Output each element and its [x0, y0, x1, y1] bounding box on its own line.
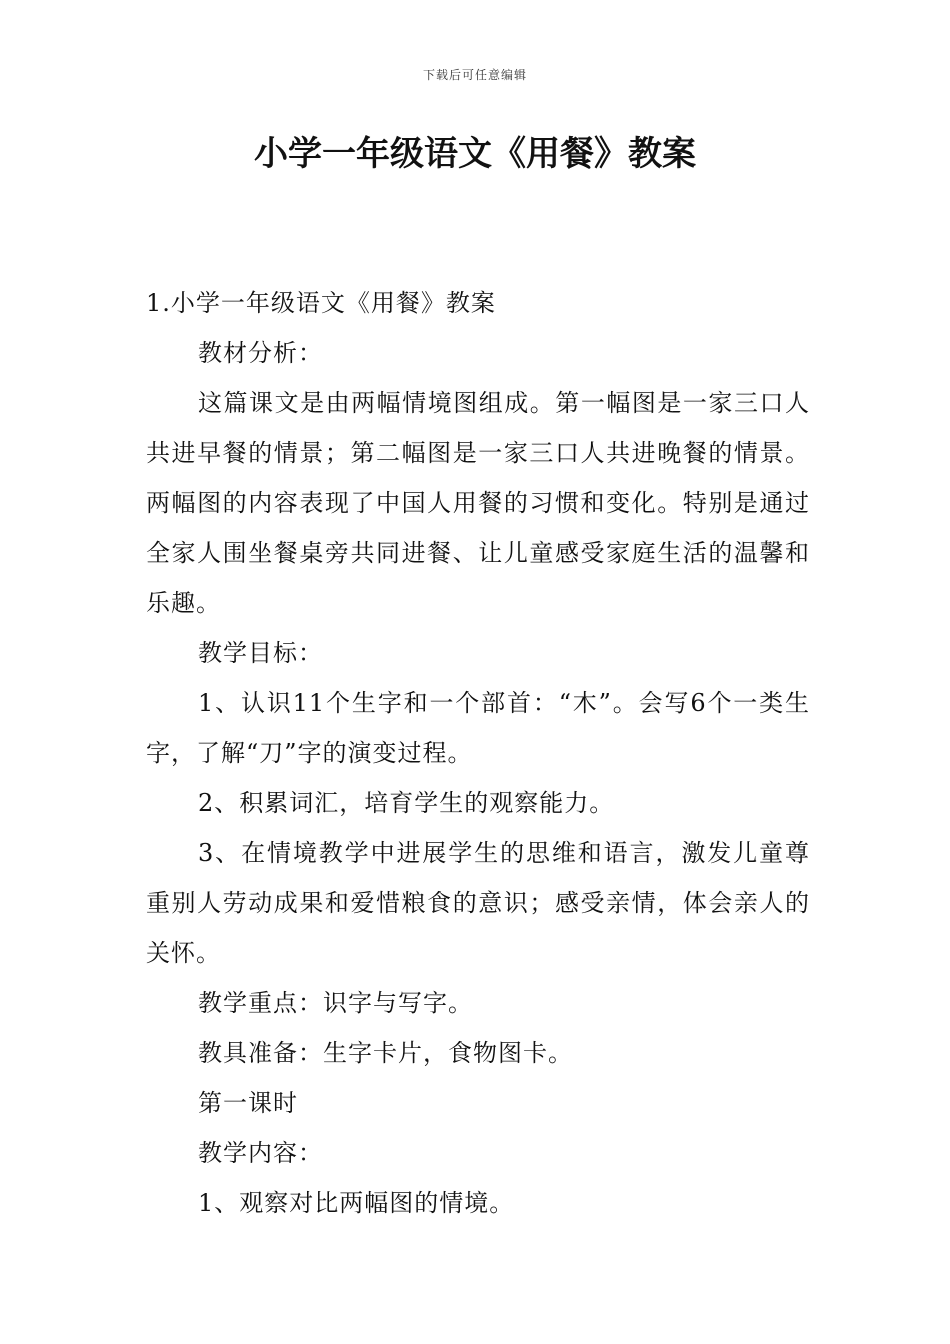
- paragraph-goals-heading: 教学目标：: [198, 639, 323, 667]
- paragraph-content-heading: 教学内容：: [198, 1139, 323, 1167]
- paragraph-materials-body: 这篇课文是由两幅情境图组成。第一幅图是一家三口人共进早餐的情景；第二幅图是一家三口人共进晚餐的情景。两幅图的内容表现了中国人用餐的习惯和变化。特别是通过全家人围坐餐桌旁共同进餐、让儿童感受家庭生活的温馨和乐趣。: [146, 389, 810, 617]
- paragraph-teaching-aids: 教具准备：生字卡片，食物图卡。: [198, 1039, 573, 1067]
- header-note: 下载后可任意编辑: [422, 68, 527, 82]
- document-title: 小学一年级语文《用餐》教案: [254, 134, 696, 174]
- paragraph-goal-1: 1、认识11个生字和一个部首：“木”。会写6个一类生字，了解“刀”字的演变过程。: [146, 689, 810, 767]
- paragraph-goal-2: 2、积累词汇，培育学生的观察能力。: [198, 789, 615, 817]
- paragraph-key-point: 教学重点：识字与写字。: [198, 989, 473, 1017]
- document-body: [146, 278, 810, 1228]
- paragraph-content-1: 1、观察对比两幅图的情境。: [198, 1189, 515, 1217]
- paragraph-first-lesson: 第一课时: [198, 1089, 298, 1117]
- paragraph-goal-3: 3、在情境教学中进展学生的思维和语言，激发儿童尊重别人劳动成果和爱惜粮食的意识；感受亲情，体会亲人的关怀。: [146, 839, 810, 967]
- paragraph-materials-heading: 教材分析：: [198, 339, 323, 367]
- section-heading: 1.小学一年级语文《用餐》教案: [146, 289, 496, 317]
